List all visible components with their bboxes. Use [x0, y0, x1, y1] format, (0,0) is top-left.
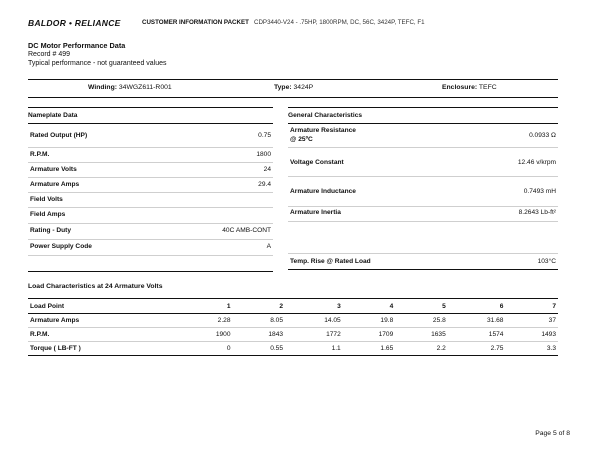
row-label: R.P.M.: [28, 328, 180, 342]
disclaimer-note: Typical performance - not guaranteed values: [28, 60, 167, 67]
table-header-row: [28, 299, 558, 314]
table-row: Field Volts: [28, 193, 273, 208]
type-field: Type: 3424P: [274, 84, 314, 91]
row-label: Armature Amps: [28, 314, 180, 328]
general-characteristics-table: [288, 107, 558, 270]
table-row: Rating - Duty 40C AMB-CONT: [28, 224, 273, 240]
column-header: 4: [343, 299, 396, 314]
table-cell: 19.8: [343, 314, 396, 328]
table-row: [288, 222, 558, 254]
table-cell: 1772: [285, 328, 343, 342]
summary-band: [28, 79, 558, 98]
column-header: 1: [180, 299, 233, 314]
page-number: Page 5 of 8: [535, 430, 570, 437]
table-row: [28, 314, 558, 328]
column-header: 6: [448, 299, 506, 314]
table-row: Power Supply Code A: [28, 240, 273, 256]
table-row: Armature Amps 29.4: [28, 178, 273, 193]
general-heading: General Characteristics: [288, 107, 558, 124]
table-row: Armature Resistance @ 25ºC 0.0933 Ω: [288, 124, 558, 148]
document-title: DC Motor Performance Data: [28, 41, 126, 50]
table-row: Rated Output (HP) 0.75: [28, 124, 273, 148]
table-row: Temp. Rise @ Rated Load 103°C: [288, 254, 558, 270]
table-cell: 1.65: [343, 342, 396, 356]
row-label: Torque ( LB-FT ): [28, 342, 180, 356]
nameplate-table: [28, 107, 273, 272]
table-cell: 1493: [505, 328, 558, 342]
table-cell: 8.05: [233, 314, 286, 328]
page-header: [28, 18, 578, 32]
packet-title: CUSTOMER INFORMATION PACKET: [142, 19, 249, 26]
table-row: R.P.M. 1800: [28, 148, 273, 163]
brand-logo: BALDOR • RELIANCE: [28, 18, 121, 28]
table-cell: 0.55: [233, 342, 286, 356]
table-cell: 1635: [395, 328, 448, 342]
table-cell: 2.2: [395, 342, 448, 356]
column-header: 3: [285, 299, 343, 314]
column-header: Load Point: [28, 299, 180, 314]
nameplate-heading: Nameplate Data: [28, 107, 273, 124]
table-row: Field Amps: [28, 208, 273, 224]
table-cell: 3.3: [505, 342, 558, 356]
table-cell: 0: [180, 342, 233, 356]
table-row: [28, 256, 273, 272]
column-header: 5: [395, 299, 448, 314]
table-row: Armature Inertia 8.2643 Lb-ft²: [288, 207, 558, 222]
load-characteristics-table: [28, 298, 558, 356]
table-row: Voltage Constant 12.46 v/krpm: [288, 148, 558, 177]
column-header: 7: [505, 299, 558, 314]
table-cell: 1843: [233, 328, 286, 342]
table-cell: 1709: [343, 328, 396, 342]
table-cell: 31.68: [448, 314, 506, 328]
table-cell: 1900: [180, 328, 233, 342]
model-description: CDP3440-V24 - .75HP, 1800RPM, DC, 56C, 3424P, TEFC, F1: [254, 19, 425, 26]
table-cell: 14.05: [285, 314, 343, 328]
table-cell: 1.1: [285, 342, 343, 356]
table-row: Armature Inductance 0.7493 mH: [288, 177, 558, 207]
table-cell: 25.8: [395, 314, 448, 328]
table-cell: 1574: [448, 328, 506, 342]
table-cell: 2.75: [448, 342, 506, 356]
enclosure-field: Enclosure: TEFC: [442, 84, 497, 91]
table-row: [28, 342, 558, 356]
load-characteristics-title: Load Characteristics at 24 Armature Volts: [28, 283, 163, 290]
winding-field: Winding: 34WGZ611-R001: [88, 84, 172, 91]
record-number: Record # 499: [28, 51, 71, 58]
table-cell: 37: [505, 314, 558, 328]
table-row: Armature Volts 24: [28, 163, 273, 178]
column-header: 2: [233, 299, 286, 314]
table-row: [28, 328, 558, 342]
table-cell: 2.28: [180, 314, 233, 328]
